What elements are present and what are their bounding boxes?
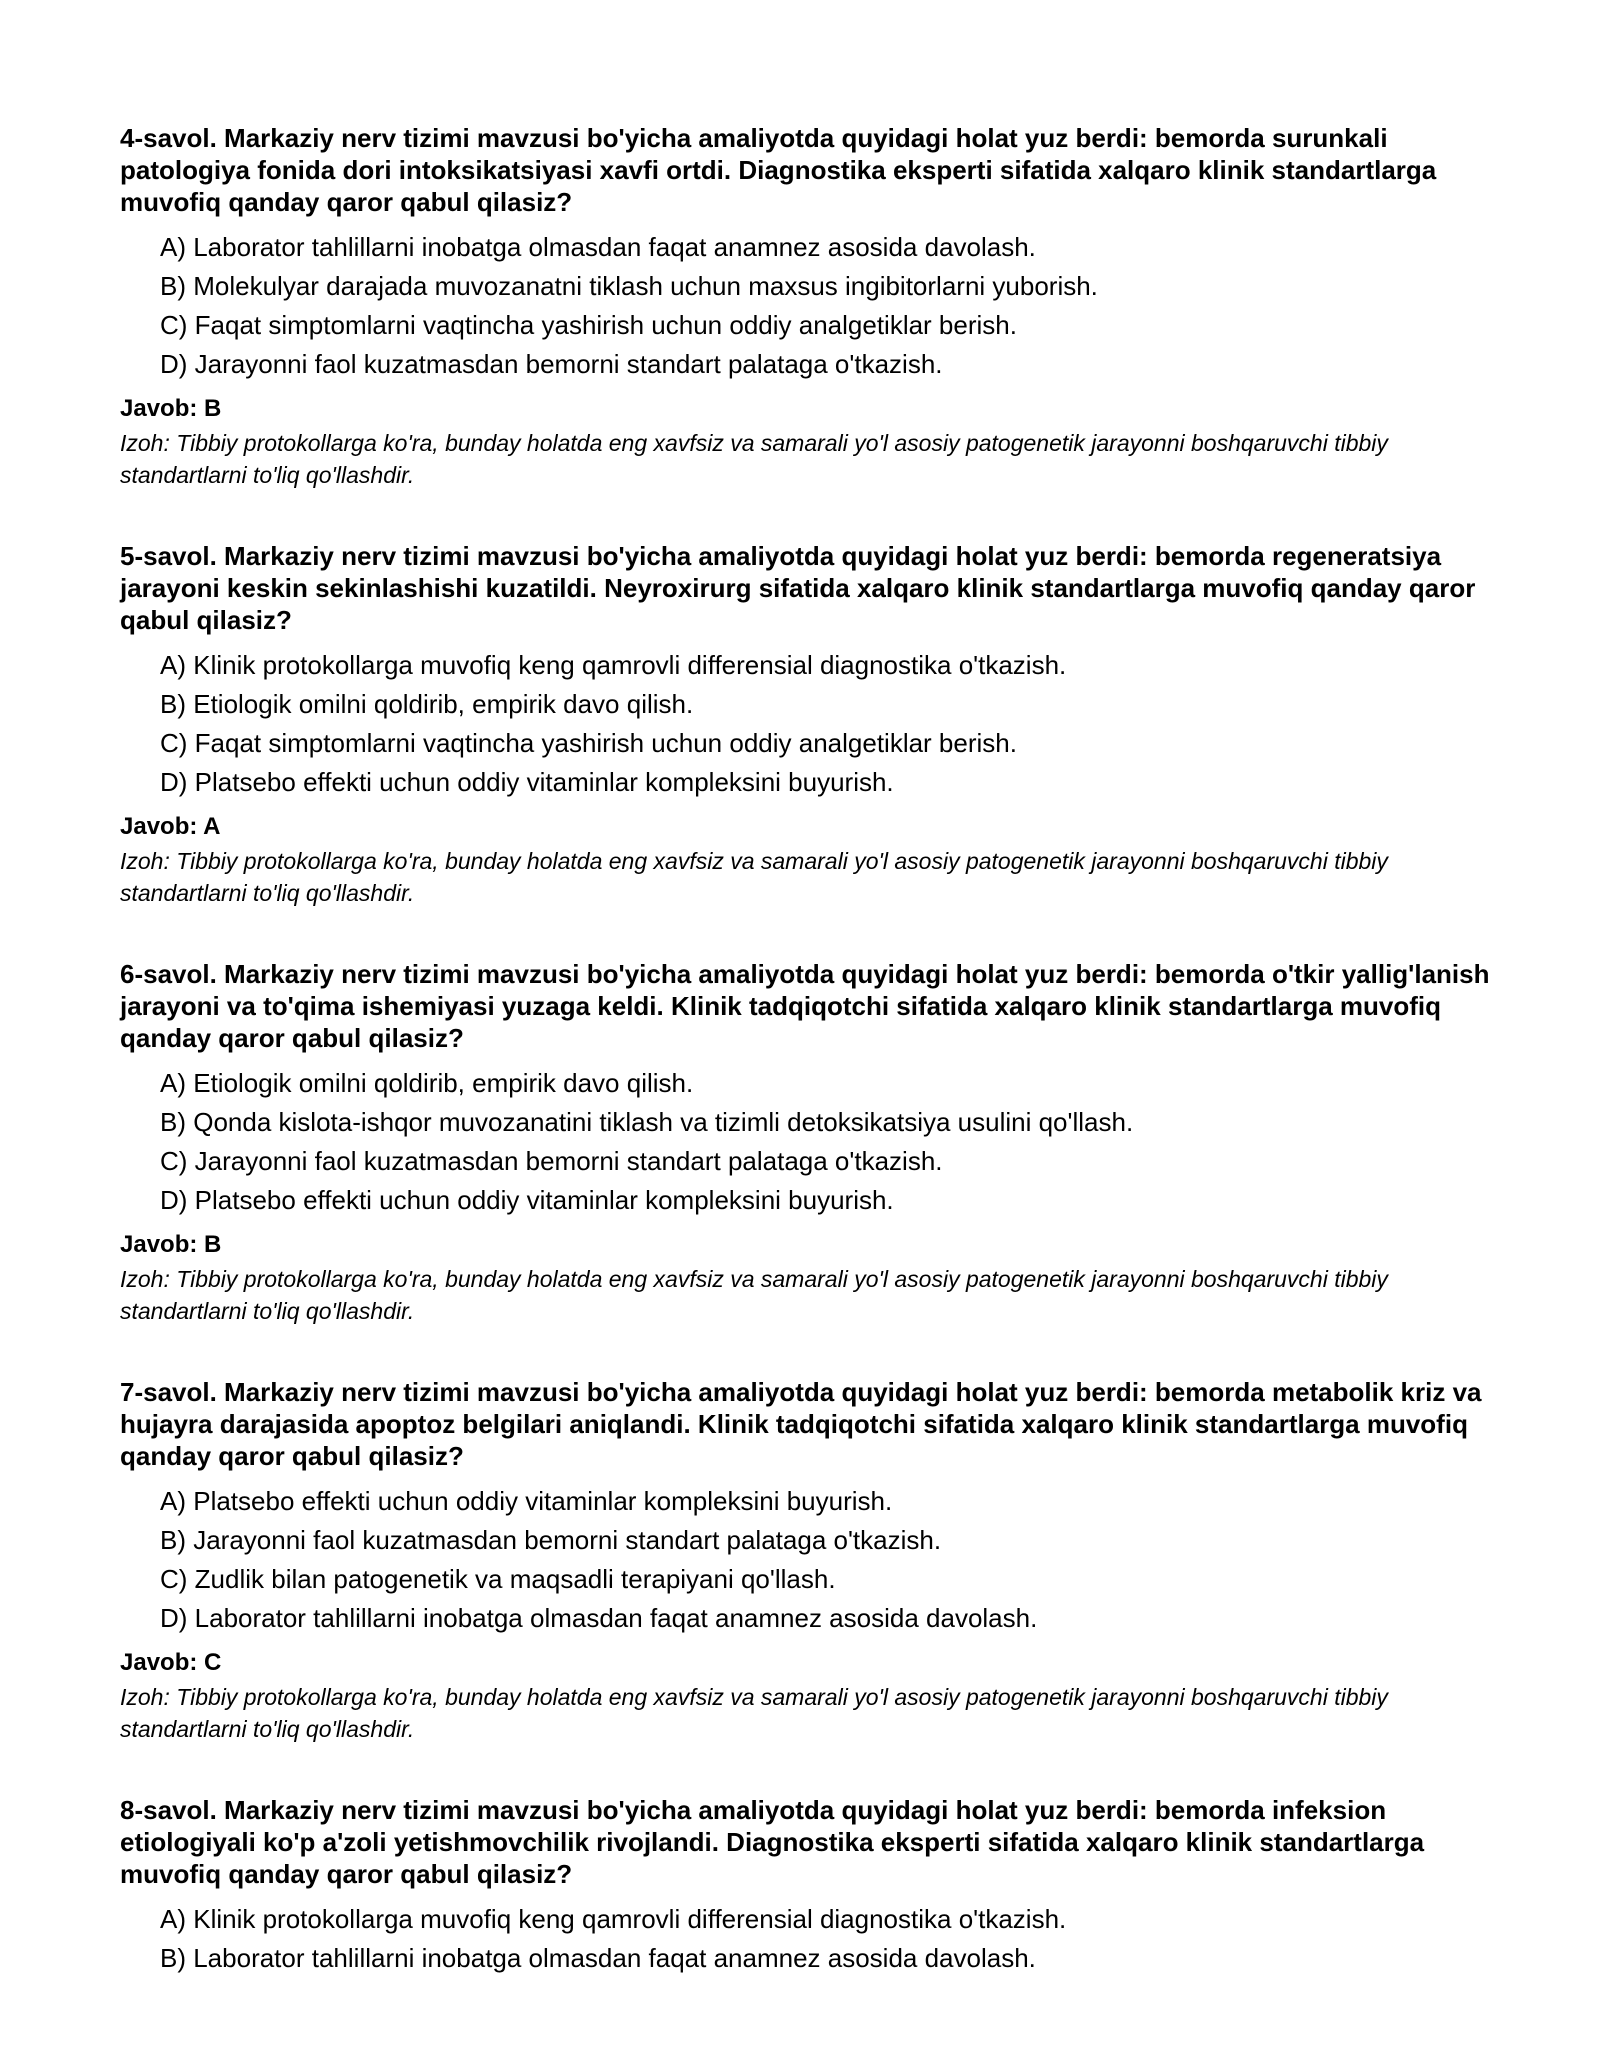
answer-text: Javob: C [120,1649,222,1676]
option-d: D) Jarayonni faol kuzatmasdan bemorni standart palataga o'tkazish. [160,349,943,379]
answer-text: Javob: B [120,395,222,422]
options-list [160,1900,1490,1978]
answer-text: Javob: A [120,813,221,840]
option-b: B) Laborator tahlillarni inobatga olmasdan faqat anamnez asosida davolash. [160,1943,1036,1973]
answer-text: Javob: B [120,1231,222,1258]
question-8 [120,1794,1490,1978]
explanation-text: Izoh: Tibbiy protokollarga ko'ra, bunday holatda eng xavfsiz va samarali yo'l asosiy patogenetik jarayonni boshqaruvchi tibbiy standartlarni to'liq qo'llashdir. [120,848,1388,906]
option-b: B) Jarayonni faol kuzatmasdan bemorni standart palataga o'tkazish. [160,1525,942,1555]
option-d: D) Platsebo effekti uchun oddiy vitaminlar kompleksini buyurish. [160,767,894,797]
option-d: D) Laborator tahlillarni inobatga olmasdan faqat anamnez asosida davolash. [160,1603,1038,1633]
options-list [160,1482,1490,1638]
question-text: 4-savol. Markaziy nerv tizimi mavzusi bo'yicha amaliyotda quyidagi holat yuz berdi: bemorda surunkali patologiya fonida dori intoksikatsiyasi xavfi ortdi. Diagnostika eksperti sifatida xalqaro klinik standartlarga muvofiq qanday qaror qabul qilasiz? [120,123,1437,217]
explanation-text: Izoh: Tibbiy protokollarga ko'ra, bunday holatda eng xavfsiz va samarali yo'l asosiy patogenetik jarayonni boshqaruvchi tibbiy standartlarni to'liq qo'llashdir. [120,1684,1388,1742]
option-c: C) Zudlik bilan patogenetik va maqsadli terapiyani qo'llash. [160,1564,836,1594]
option-b: B) Etiologik omilni qoldirib, empirik davo qilish. [160,689,694,719]
question-7 [120,1376,1490,1745]
option-a: A) Platsebo effekti uchun oddiy vitaminlar kompleksini buyurish. [160,1486,893,1516]
options-list [160,646,1490,802]
option-a: A) Laborator tahlillarni inobatga olmasdan faqat anamnez asosida davolash. [160,232,1036,262]
option-c: C) Faqat simptomlarni vaqtincha yashirish uchun oddiy analgetiklar berish. [160,310,1017,340]
question-text: 5-savol. Markaziy nerv tizimi mavzusi bo'yicha amaliyotda quyidagi holat yuz berdi: bemorda regeneratsiya jarayoni keskin sekinlashishi kuzatildi. Neyroxirurg sifatida xalqaro klinik standartlarga muvofiq qanday qaror qabul qilasiz? [120,541,1476,635]
question-5 [120,540,1490,909]
explanation-text: Izoh: Tibbiy protokollarga ko'ra, bunday holatda eng xavfsiz va samarali yo'l asosiy patogenetik jarayonni boshqaruvchi tibbiy standartlarni to'liq qo'llashdir. [120,430,1388,488]
explanation-text: Izoh: Tibbiy protokollarga ko'ra, bunday holatda eng xavfsiz va samarali yo'l asosiy patogenetik jarayonni boshqaruvchi tibbiy standartlarni to'liq qo'llashdir. [120,1266,1388,1324]
question-6 [120,958,1490,1327]
option-a: A) Klinik protokollarga muvofiq keng qamrovli differensial diagnostika o'tkazish. [160,1904,1067,1934]
options-list [160,1064,1490,1220]
question-text: 8-savol. Markaziy nerv tizimi mavzusi bo'yicha amaliyotda quyidagi holat yuz berdi: bemorda infeksion etiologiyali ko'p a'zoli yetishmovchilik rivojlandi. Diagnostika eksperti sifatida xalqaro klinik standartlarga muvofiq qanday qaror qabul qilasiz? [120,1795,1425,1889]
options-list [160,228,1490,384]
document-page [120,122,1490,2027]
question-4 [120,122,1490,491]
option-b: B) Qonda kislota-ishqor muvozanatini tiklash va tizimli detoksikatsiya usulini qo'llash. [160,1107,1134,1137]
question-text: 6-savol. Markaziy nerv tizimi mavzusi bo'yicha amaliyotda quyidagi holat yuz berdi: bemorda o'tkir yallig'lanish jarayoni va to'qima ishemiyasi yuzaga keldi. Klinik tadqiqotchi sifatida xalqaro klinik standartlarga muvofiq qanday qaror qabul qilasiz? [120,959,1490,1053]
question-text: 7-savol. Markaziy nerv tizimi mavzusi bo'yicha amaliyotda quyidagi holat yuz berdi: bemorda metabolik kriz va hujayra darajasida apoptoz belgilari aniqlandi. Klinik tadqiqotchi sifatida xalqaro klinik standartlarga muvofiq qanday qaror qabul qilasiz? [120,1377,1482,1471]
option-a: A) Etiologik omilni qoldirib, empirik davo qilish. [160,1068,694,1098]
option-c: C) Jarayonni faol kuzatmasdan bemorni standart palataga o'tkazish. [160,1146,943,1176]
option-d: D) Platsebo effekti uchun oddiy vitaminlar kompleksini buyurish. [160,1185,894,1215]
option-b: B) Molekulyar darajada muvozanatni tiklash uchun maxsus ingibitorlarni yuborish. [160,271,1098,301]
option-a: A) Klinik protokollarga muvofiq keng qamrovli differensial diagnostika o'tkazish. [160,650,1067,680]
option-c: C) Faqat simptomlarni vaqtincha yashirish uchun oddiy analgetiklar berish. [160,728,1017,758]
